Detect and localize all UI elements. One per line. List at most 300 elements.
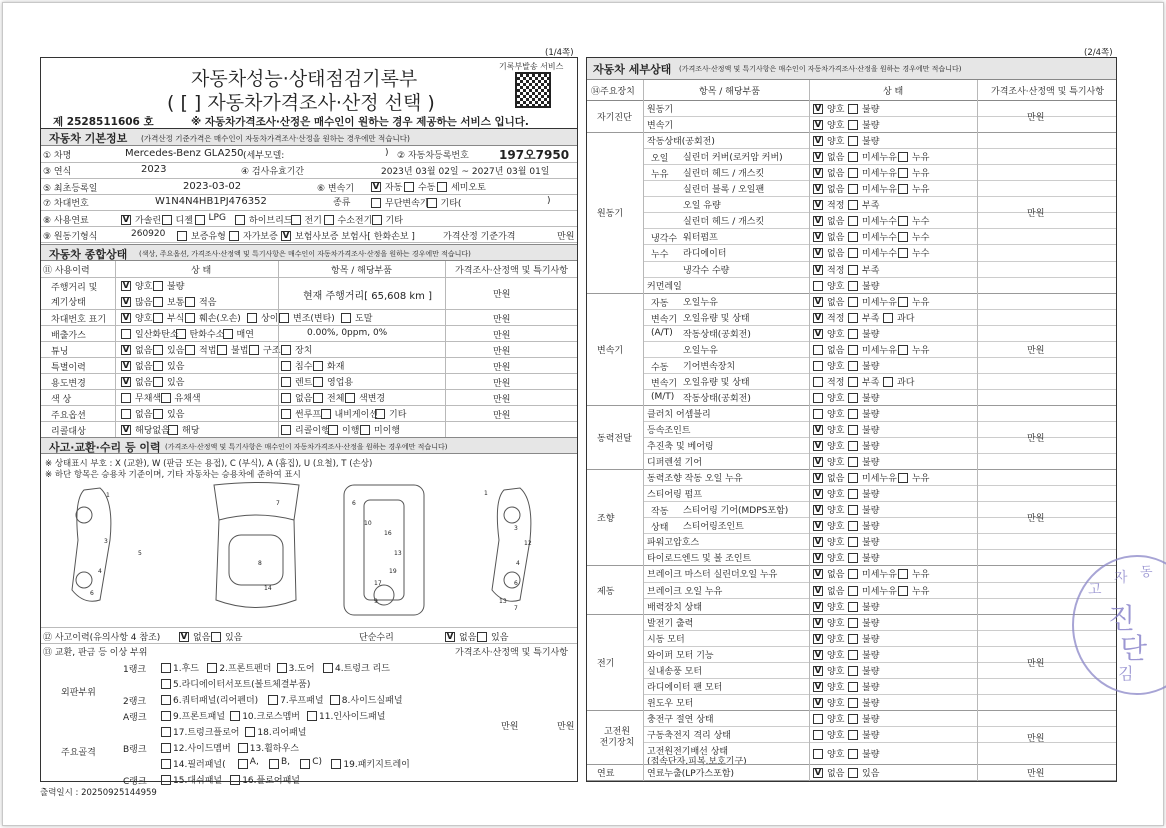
checkbox[interactable]: V (814, 649, 822, 660)
checkbox[interactable] (300, 759, 310, 769)
checkbox[interactable]: V (814, 152, 822, 163)
checkbox[interactable] (848, 216, 858, 226)
checkbox-label: 불량 (862, 329, 880, 340)
checkbox-label: 불량 (862, 442, 880, 453)
checkbox-label: 양호 (827, 458, 845, 469)
checkbox-label: 누유 (912, 586, 930, 597)
checkbox[interactable] (238, 743, 248, 753)
row-line (643, 180, 1116, 181)
checkbox[interactable] (883, 313, 893, 323)
part: 5.라디에이터서포트(볼트체결부품) (173, 680, 311, 690)
checkbox-label: 없음 (827, 185, 845, 196)
checkbox[interactable] (121, 393, 131, 403)
diagram-number: 5 (138, 550, 142, 557)
checkbox[interactable]: V (282, 231, 290, 241)
col-header: 상 태 (191, 266, 212, 276)
checkbox[interactable] (328, 425, 338, 435)
checkbox[interactable] (121, 409, 131, 419)
checkbox[interactable] (898, 232, 908, 242)
checkbox[interactable]: V (814, 216, 822, 227)
checkbox[interactable] (898, 184, 908, 194)
row-line (41, 405, 577, 406)
service-notice: ※ 자동차가격조사·산정은 매수인이 원하는 경우 제공하는 서비스 입니다. (191, 116, 529, 128)
checkbox[interactable] (848, 232, 858, 242)
checkbox-label: 불량 (862, 506, 880, 517)
label: ③ 연식 (43, 167, 72, 177)
checkbox-label: 적음 (199, 298, 217, 308)
checkbox[interactable]: V (814, 489, 822, 500)
checkbox[interactable] (848, 768, 858, 778)
unit: 만원 (493, 315, 511, 325)
part: B, (281, 757, 291, 767)
checkbox[interactable] (848, 505, 858, 515)
item: 실린더 블록 / 오일팬 (683, 185, 765, 196)
checkbox[interactable]: V (814, 665, 822, 676)
checkbox-label: 불량 (862, 730, 880, 741)
checkbox[interactable] (848, 521, 858, 531)
checkbox[interactable] (281, 361, 291, 371)
checkbox[interactable]: V (814, 697, 822, 708)
checkbox[interactable] (360, 425, 370, 435)
checkbox[interactable] (848, 168, 858, 178)
checkbox[interactable] (848, 553, 858, 563)
checkbox[interactable] (153, 361, 163, 371)
checkbox[interactable] (848, 586, 858, 596)
checkbox[interactable] (848, 473, 858, 483)
checkbox[interactable] (848, 281, 858, 291)
diagram-number: 4 (516, 560, 520, 567)
checkbox[interactable] (372, 215, 382, 225)
checkbox[interactable]: V (814, 681, 822, 692)
checkbox-label: 없음 (135, 378, 153, 388)
col-header: 상 태 (883, 87, 904, 97)
checkbox[interactable]: V (814, 425, 822, 435)
part: 15.대쉬패널 (173, 776, 223, 786)
checkbox[interactable]: V (814, 505, 822, 516)
part: 6.쿼터패널(리어펜더) (173, 696, 259, 706)
checkbox[interactable] (235, 215, 245, 225)
checkbox[interactable]: V (814, 521, 822, 532)
diagram-number: 14 (264, 585, 272, 592)
checkbox-label: 없음 (135, 410, 153, 420)
checkbox-label: 해당없음 (135, 426, 170, 436)
checkbox[interactable] (848, 634, 858, 644)
checkbox[interactable]: V (814, 136, 822, 147)
group-label: 조향 (597, 514, 615, 525)
row-line (41, 341, 577, 342)
checkbox[interactable] (848, 602, 858, 612)
checkbox[interactable] (313, 377, 323, 387)
checkbox[interactable] (153, 297, 163, 307)
checkbox[interactable]: V (814, 312, 822, 323)
item: 브레이크 오일 누유 (647, 586, 723, 597)
label: ① 차명 (43, 151, 72, 161)
row-line (643, 373, 1116, 374)
checkbox[interactable]: V (372, 182, 380, 192)
checkbox[interactable] (185, 297, 195, 307)
diagram-number: 3 (514, 525, 518, 532)
checkbox-label: 도말 (355, 314, 373, 324)
checkbox[interactable] (281, 345, 291, 355)
checkbox[interactable] (848, 650, 858, 660)
item: 시동 모터 (647, 634, 685, 645)
checkbox[interactable] (437, 182, 447, 192)
checkbox-label: 양호 (827, 137, 845, 148)
item: 작동상태(공회전) (647, 137, 715, 148)
checkbox[interactable] (848, 457, 858, 467)
checkbox[interactable] (848, 489, 858, 499)
checkbox[interactable] (162, 215, 172, 225)
checkbox[interactable]: V (122, 297, 130, 307)
checkbox[interactable] (161, 393, 171, 403)
checkbox[interactable]: V (814, 617, 822, 628)
checkbox[interactable]: V (122, 425, 130, 435)
checkbox[interactable]: V (122, 313, 130, 323)
checkbox[interactable] (245, 727, 255, 737)
checkbox[interactable] (177, 231, 187, 241)
checkbox[interactable] (848, 698, 858, 708)
checkbox-label: 불량 (862, 682, 880, 693)
col-line (115, 261, 116, 437)
checkbox[interactable] (848, 184, 858, 194)
checkbox[interactable] (898, 297, 908, 307)
checkbox[interactable]: V (814, 120, 822, 131)
checkbox[interactable] (153, 409, 163, 419)
checkbox[interactable] (371, 198, 381, 208)
checkbox[interactable]: V (446, 632, 454, 642)
checkbox[interactable] (153, 313, 163, 323)
checkbox-label: 불법 (231, 346, 249, 356)
checkbox[interactable] (207, 663, 217, 673)
checkbox-label: 기타( (440, 199, 462, 209)
item: 동력조향 작동 오일 누유 (647, 474, 743, 485)
row-line (643, 662, 1116, 663)
checkbox[interactable] (848, 345, 858, 355)
checkbox[interactable]: V (814, 296, 822, 307)
checkbox[interactable]: V (122, 345, 130, 355)
record-number: 제 2528511606 호 (53, 116, 154, 128)
checkbox[interactable] (848, 666, 858, 676)
item: 스티어링 기어(MDPS포함) (683, 506, 789, 517)
part: 19.패키지트레이 (343, 760, 410, 770)
checkbox[interactable] (813, 361, 823, 371)
checkbox-label: 색변경 (359, 394, 386, 404)
checkbox[interactable] (168, 425, 178, 435)
diagram-number: 13 (499, 598, 507, 605)
checkbox[interactable] (813, 345, 823, 355)
checkbox-label: 미이행 (374, 426, 401, 436)
checkbox-label: 양호 (827, 409, 845, 420)
checkbox-label: 디젤 (175, 216, 193, 226)
checkbox-label: 양호 (827, 393, 845, 404)
qr-code (515, 72, 551, 108)
checkbox[interactable] (848, 297, 858, 307)
checkbox[interactable] (477, 632, 487, 642)
part: 17.트렁크플로어 (173, 728, 240, 738)
col-header: ⑭주요장치 (591, 87, 635, 97)
group-line (587, 469, 1116, 470)
checkbox[interactable] (848, 618, 858, 628)
checkbox-label: 불량 (862, 393, 880, 404)
checkbox[interactable] (848, 730, 858, 740)
checkbox-label: 양호 (827, 730, 845, 741)
checkbox[interactable]: V (814, 168, 822, 179)
checkbox[interactable] (898, 248, 908, 258)
first-reg: 2023-03-02 (183, 181, 242, 192)
checkbox[interactable] (848, 136, 858, 146)
checkbox[interactable]: V (814, 104, 822, 114)
checkbox[interactable] (153, 281, 163, 291)
row-label: 용도변경 (51, 379, 86, 389)
item: 오일유량 및 상태 (683, 313, 750, 324)
checkbox[interactable]: V (814, 248, 822, 259)
checkbox[interactable] (161, 679, 171, 689)
checkbox[interactable] (813, 714, 823, 724)
checkbox[interactable] (898, 168, 908, 178)
checkbox[interactable] (185, 313, 195, 323)
checkbox[interactable]: V (814, 184, 822, 195)
checkbox[interactable]: V (122, 215, 130, 225)
checkbox[interactable]: V (814, 232, 822, 243)
checkbox[interactable] (898, 586, 908, 596)
checkbox[interactable] (211, 632, 221, 642)
item: 실린더 헤드 / 개스킷 (683, 169, 765, 180)
checkbox[interactable] (247, 313, 257, 323)
checkbox[interactable] (281, 409, 291, 419)
checkbox[interactable] (229, 231, 239, 241)
row-label: 색 상 (51, 395, 72, 405)
stamp-text: 동 (1140, 565, 1153, 580)
checkbox-label: 누유 (912, 169, 930, 180)
checkbox[interactable] (883, 377, 893, 387)
checkbox[interactable] (427, 198, 437, 208)
checkbox-label: 불량 (862, 426, 880, 436)
checkbox[interactable] (195, 215, 205, 225)
checkbox[interactable] (848, 200, 858, 210)
checkbox[interactable] (813, 377, 823, 387)
col-line (643, 80, 644, 781)
checkbox[interactable] (323, 663, 333, 673)
row-line (643, 244, 1116, 245)
row-line (643, 421, 1116, 422)
checkbox[interactable]: V (814, 441, 822, 452)
checkbox[interactable] (848, 749, 858, 759)
checkbox[interactable] (848, 537, 858, 547)
checkbox[interactable] (268, 695, 278, 705)
checkbox[interactable] (176, 329, 186, 339)
checkbox[interactable] (321, 409, 331, 419)
unit: 만원 (493, 411, 511, 421)
checkbox[interactable] (161, 711, 171, 721)
checkbox[interactable] (331, 759, 341, 769)
checkbox[interactable] (153, 345, 163, 355)
checkbox-label: 부식 (167, 314, 185, 324)
checkbox[interactable] (269, 759, 279, 769)
checkbox[interactable] (848, 441, 858, 451)
item: 라디에이터 팬 모터 (647, 682, 723, 693)
group-line (587, 565, 1116, 566)
checkbox[interactable] (161, 759, 171, 769)
checkbox[interactable] (238, 759, 248, 769)
checkbox-label: 양호 (827, 121, 845, 132)
checkbox[interactable] (848, 313, 858, 323)
checkbox[interactable]: V (814, 537, 822, 548)
right-sheet (586, 57, 1117, 782)
checkbox-label: 수동 (418, 183, 436, 193)
checkbox[interactable] (330, 695, 340, 705)
checkbox-label: 양호 (827, 442, 845, 453)
checkbox[interactable] (161, 743, 171, 753)
checkbox[interactable] (341, 313, 351, 323)
checkbox[interactable]: V (814, 553, 822, 564)
checkbox[interactable]: V (814, 264, 822, 275)
row-label: 주요옵션 (51, 411, 86, 421)
checkbox[interactable] (161, 727, 171, 737)
checkbox[interactable] (277, 663, 287, 673)
checkbox[interactable] (898, 345, 908, 355)
diagram-number: 19 (389, 568, 397, 575)
checkbox[interactable] (161, 695, 171, 705)
checkbox-label: 화재 (327, 362, 345, 372)
stamp-text: 김 (1118, 664, 1134, 683)
checkbox[interactable] (813, 281, 823, 291)
label: ⑧ 사용연료 (43, 216, 89, 226)
checkbox[interactable] (230, 775, 240, 785)
col-line (445, 261, 446, 437)
checkbox[interactable] (813, 409, 823, 419)
checkbox[interactable] (307, 711, 317, 721)
checkbox-label: 없음 (135, 346, 153, 356)
unit: 만원 (493, 290, 511, 300)
unit: 만원 (1027, 113, 1045, 124)
checkbox[interactable] (230, 711, 240, 721)
checkbox[interactable] (217, 345, 227, 355)
checkbox[interactable] (848, 393, 858, 403)
item: 타이로드엔드 및 볼 조인트 (647, 554, 752, 565)
col-header: 가격조사·산정액 및 특기사항 (991, 87, 1104, 97)
checkbox[interactable] (848, 120, 858, 130)
checkbox[interactable]: V (122, 281, 130, 291)
checkbox[interactable] (281, 393, 291, 403)
checkbox[interactable]: V (814, 633, 822, 644)
checkbox[interactable] (848, 682, 858, 692)
diagram-number: 4 (98, 568, 102, 575)
checkbox[interactable] (813, 749, 823, 759)
checkbox-label: 양호 (827, 426, 845, 436)
checkbox[interactable] (813, 730, 823, 740)
item: 기어변속장치 (683, 361, 736, 372)
checkbox-label: 양호 (827, 522, 845, 533)
group-line (587, 710, 1116, 711)
checkbox[interactable] (404, 182, 414, 192)
row-line (41, 357, 577, 358)
checkbox[interactable]: V (814, 768, 822, 778)
checkbox[interactable]: V (814, 585, 822, 596)
checkbox-label: 양호 (827, 506, 845, 517)
checkbox[interactable] (848, 329, 858, 339)
checkbox[interactable] (121, 329, 131, 339)
checkbox-label: 양호 (827, 714, 845, 725)
checkbox[interactable] (848, 377, 858, 387)
checkbox[interactable] (848, 152, 858, 162)
diagram-number: 16 (384, 530, 392, 537)
year: 2023 (141, 164, 167, 175)
checkbox[interactable] (324, 215, 334, 225)
rank: 2랭크 (123, 697, 147, 707)
part: 16.플로어패널 (242, 776, 300, 786)
checkbox[interactable] (848, 265, 858, 275)
checkbox[interactable] (223, 329, 233, 339)
checkbox[interactable]: V (814, 569, 822, 580)
checkbox[interactable] (153, 377, 163, 387)
checkbox[interactable]: V (814, 200, 822, 211)
label: ) (385, 148, 389, 158)
checkbox[interactable] (898, 216, 908, 226)
group-label: 제동 (597, 586, 615, 597)
checkbox[interactable] (898, 473, 908, 483)
checkbox[interactable] (848, 569, 858, 579)
checkbox[interactable] (313, 393, 323, 403)
checkbox[interactable] (813, 393, 823, 403)
row-label: 주행거리 및 (51, 283, 98, 293)
checkbox[interactable] (291, 215, 301, 225)
checkbox[interactable] (848, 425, 858, 435)
checkbox[interactable] (848, 409, 858, 419)
checkbox[interactable]: V (122, 377, 130, 387)
checkbox[interactable] (848, 361, 858, 371)
checkbox[interactable]: V (814, 601, 822, 612)
row-line (643, 742, 1116, 743)
row-line (41, 194, 577, 195)
sub-group: 냉각수 (651, 234, 678, 245)
checkbox[interactable]: V (814, 457, 822, 468)
checkbox[interactable] (279, 313, 289, 323)
checkbox-label: 양호 (827, 105, 845, 115)
checkbox[interactable] (848, 104, 858, 114)
checkbox[interactable]: V (814, 473, 822, 484)
row-line (41, 277, 577, 278)
checkbox[interactable] (345, 393, 355, 403)
checkbox[interactable] (848, 248, 858, 258)
checkbox[interactable] (185, 345, 195, 355)
checkbox-label: 불량 (862, 666, 880, 677)
checkbox[interactable] (898, 152, 908, 162)
checkbox[interactable] (161, 775, 171, 785)
checkbox[interactable] (313, 361, 323, 371)
section-title: 자동차 세부상태 (593, 63, 672, 76)
checkbox-label: 불량 (862, 750, 880, 760)
checkbox-label: 양호 (827, 634, 845, 645)
checkbox[interactable] (375, 409, 385, 419)
checkbox[interactable] (898, 569, 908, 579)
checkbox-label: 불량 (862, 602, 880, 613)
row-line (643, 148, 1116, 149)
checkbox[interactable]: V (122, 361, 130, 371)
checkbox[interactable] (848, 714, 858, 724)
checkbox[interactable]: V (180, 632, 188, 642)
row-value: 현재 주행거리[ 65,608 km ] (303, 291, 432, 302)
diagram-number: 13 (394, 550, 402, 557)
sub-group: 수동 (651, 362, 669, 373)
checkbox-label: 없음 (827, 297, 845, 308)
checkbox-label: 불량 (862, 618, 880, 629)
checkbox[interactable] (161, 663, 171, 673)
checkbox-label: 부족 (862, 265, 880, 276)
checkbox[interactable] (281, 425, 291, 435)
checkbox[interactable]: V (814, 328, 822, 339)
checkbox[interactable] (281, 377, 291, 387)
checkbox[interactable] (249, 345, 259, 355)
